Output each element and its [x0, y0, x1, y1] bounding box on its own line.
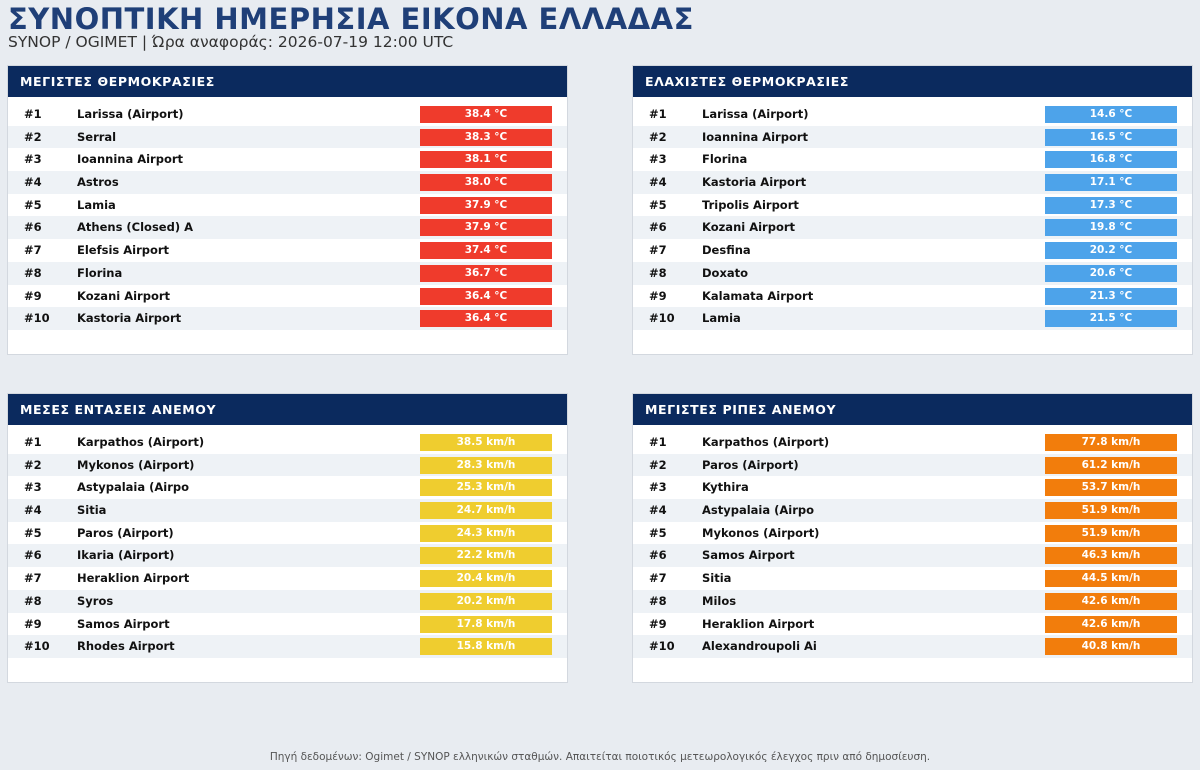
station-name: Doxato: [702, 265, 749, 280]
station-name: Lamia: [702, 311, 741, 326]
station-name: Ioannina Airport: [702, 129, 809, 144]
rank-label: #6: [649, 548, 667, 563]
rank-label: #2: [24, 457, 42, 472]
rank-label: #7: [24, 243, 42, 258]
ranking-row: [8, 567, 567, 590]
value-badge: 17.8 km/h: [420, 616, 552, 633]
station-name: Alexandroupoli Ai: [702, 639, 817, 654]
station-name: Ioannina Airport: [77, 152, 184, 167]
ranking-row: [8, 262, 567, 285]
rank-label: #3: [649, 152, 667, 167]
value-badge: 24.7 km/h: [420, 502, 552, 519]
ranking-row: [633, 148, 1192, 171]
ranking-row: [8, 171, 567, 194]
value-badge: 22.2 km/h: [420, 547, 552, 564]
rank-label: #6: [24, 548, 42, 563]
panel-max-temp: [7, 65, 568, 355]
value-badge: 19.8 °C: [1045, 219, 1177, 236]
station-name: Paros (Airport): [77, 525, 174, 540]
ranking-row: [8, 544, 567, 567]
rank-label: #3: [649, 480, 667, 495]
ranking-row: [633, 216, 1192, 239]
ranking-row: [8, 216, 567, 239]
station-name: Larissa (Airport): [702, 107, 809, 121]
ranking-row: [8, 148, 567, 171]
rank-label: #3: [24, 152, 42, 167]
value-badge: 16.8 °C: [1045, 151, 1177, 168]
value-badge: 51.9 km/h: [1045, 525, 1177, 542]
ranking-row: [8, 126, 567, 149]
panel-min-temp: [632, 65, 1193, 355]
station-name: Astros: [77, 175, 119, 190]
value-badge: 38.3 °C: [420, 129, 552, 146]
ranking-row: [8, 635, 567, 658]
station-name: Florina: [77, 265, 123, 280]
rank-label: #5: [24, 197, 42, 212]
rank-label: #1: [24, 435, 42, 449]
rank-label: #9: [649, 616, 667, 631]
value-badge: 37.4 °C: [420, 242, 552, 259]
ranking-row: [8, 239, 567, 262]
station-name: Milos: [702, 593, 737, 608]
ranking-row: [8, 103, 567, 126]
ranking-row: [8, 476, 567, 499]
station-name: Samos Airport: [702, 548, 795, 563]
value-badge: 25.3 km/h: [420, 479, 552, 496]
rank-label: #2: [649, 457, 667, 472]
rank-label: #6: [24, 220, 42, 235]
station-name: Heraklion Airport: [702, 616, 815, 631]
panel-title: ΕΛΑΧΙΣΤΕΣ ΘΕΡΜΟΚΡΑΣΙΕΣ: [633, 66, 1192, 97]
station-name: Sitia: [77, 503, 107, 518]
ranking-row: [633, 544, 1192, 567]
station-name: Syros: [77, 593, 114, 608]
value-badge: 20.2 °C: [1045, 242, 1177, 259]
value-badge: 20.4 km/h: [420, 570, 552, 587]
ranking-row: [8, 431, 567, 454]
ranking-row: [8, 499, 567, 522]
ranking-row: [633, 590, 1192, 613]
value-badge: 38.1 °C: [420, 151, 552, 168]
ranking-row: [633, 285, 1192, 308]
station-name: Samos Airport: [77, 616, 170, 631]
rank-label: #10: [24, 311, 50, 326]
ranking-row: [633, 262, 1192, 285]
station-name: Paros (Airport): [702, 457, 799, 472]
station-name: Florina: [702, 152, 748, 167]
rank-label: #10: [649, 639, 675, 654]
page-title: ΣΥΝΟΠΤΙΚΗ ΗΜΕΡΗΣΙΑ ΕΙΚΟΝΑ ΕΛΛΑΔΑΣ: [8, 2, 694, 36]
ranking-row: [8, 194, 567, 217]
rank-label: #9: [24, 616, 42, 631]
ranking-row: [8, 522, 567, 545]
ranking-row: [633, 476, 1192, 499]
ranking-row: [8, 307, 567, 330]
panel-max-gust: [632, 393, 1193, 683]
ranking-row: [633, 103, 1192, 126]
value-badge: 15.8 km/h: [420, 638, 552, 655]
station-name: Kythira: [702, 480, 749, 495]
station-name: Kozani Airport: [77, 288, 171, 303]
value-badge: 37.9 °C: [420, 219, 552, 236]
value-badge: 21.5 °C: [1045, 310, 1177, 327]
value-badge: 14.6 °C: [1045, 106, 1177, 123]
rank-label: #4: [24, 175, 42, 190]
ranking-row: [633, 239, 1192, 262]
ranking-row: [8, 590, 567, 613]
rank-label: #10: [649, 311, 675, 326]
value-badge: 61.2 km/h: [1045, 457, 1177, 474]
rank-label: #3: [24, 480, 42, 495]
ranking-list: [633, 103, 1192, 330]
ranking-row: [8, 285, 567, 308]
station-name: Mykonos (Airport): [77, 457, 195, 472]
rank-label: #1: [649, 435, 667, 449]
ranking-row: [633, 126, 1192, 149]
station-name: Kalamata Airport: [702, 288, 814, 303]
station-name: Sitia: [702, 571, 732, 586]
panel-title: ΜΕΓΙΣΤΕΣ ΘΕΡΜΟΚΡΑΣΙΕΣ: [8, 66, 567, 97]
ranking-row: [633, 522, 1192, 545]
rank-label: #5: [24, 525, 42, 540]
ranking-row: [633, 567, 1192, 590]
value-badge: 51.9 km/h: [1045, 502, 1177, 519]
ranking-row: [8, 613, 567, 636]
station-name: Kastoria Airport: [77, 311, 182, 326]
value-badge: 17.3 °C: [1045, 197, 1177, 214]
rank-label: #9: [24, 288, 42, 303]
rank-label: #4: [24, 503, 42, 518]
panel-title: ΜΕΣΕΣ ΕΝΤΑΣΕΙΣ ΑΝΕΜΟΥ: [8, 394, 567, 425]
footer-note: Πηγή δεδομένων: Ogimet / SYNOP ελληνικών σταθμών. Απαιτείται ποιοτικός μετεωρολογικός έλεγχος πριν από δημοσίευση.: [269, 751, 931, 763]
value-badge: 77.8 km/h: [1045, 434, 1177, 451]
ranking-row: [633, 171, 1192, 194]
rank-label: #8: [24, 593, 42, 608]
rank-label: #9: [649, 288, 667, 303]
value-badge: 37.9 °C: [420, 197, 552, 214]
panel-mean-wind: [7, 393, 568, 683]
rank-label: #10: [24, 639, 50, 654]
station-name: Desfina: [702, 243, 751, 258]
value-badge: 20.2 km/h: [420, 593, 552, 610]
station-name: Astypalaia (Airpo: [77, 480, 190, 495]
ranking-row: [633, 194, 1192, 217]
value-badge: 42.6 km/h: [1045, 616, 1177, 633]
ranking-row: [8, 454, 567, 477]
ranking-list: [8, 431, 567, 658]
rank-label: #8: [649, 593, 667, 608]
value-badge: 38.0 °C: [420, 174, 552, 191]
rank-label: #5: [649, 525, 667, 540]
value-badge: 38.4 °C: [420, 106, 552, 123]
value-badge: 28.3 km/h: [420, 457, 552, 474]
value-badge: 42.6 km/h: [1045, 593, 1177, 610]
value-badge: 36.4 °C: [420, 288, 552, 305]
value-badge: 16.5 °C: [1045, 129, 1177, 146]
rank-label: #5: [649, 197, 667, 212]
station-name: Serral: [77, 129, 117, 144]
page-subtitle: SYNOP / OGIMET | Ώρα αναφοράς: 2026-07-19 12:00 UTC: [8, 33, 454, 51]
rank-label: #2: [649, 129, 667, 144]
value-badge: 44.5 km/h: [1045, 570, 1177, 587]
rank-label: #1: [24, 107, 42, 121]
station-name: Rhodes Airport: [77, 639, 175, 654]
rank-label: #6: [649, 220, 667, 235]
value-badge: 17.1 °C: [1045, 174, 1177, 191]
value-badge: 53.7 km/h: [1045, 479, 1177, 496]
ranking-row: [633, 431, 1192, 454]
value-badge: 46.3 km/h: [1045, 547, 1177, 564]
value-badge: 36.4 °C: [420, 310, 552, 327]
ranking-row: [633, 613, 1192, 636]
station-name: Larissa (Airport): [77, 107, 184, 121]
value-badge: 24.3 km/h: [420, 525, 552, 542]
rank-label: #7: [24, 571, 42, 586]
rank-label: #2: [24, 129, 42, 144]
value-badge: 20.6 °C: [1045, 265, 1177, 282]
rank-label: #4: [649, 503, 667, 518]
rank-label: #4: [649, 175, 667, 190]
ranking-list: [633, 431, 1192, 658]
ranking-row: [633, 307, 1192, 330]
station-name: Ikaria (Airport): [77, 548, 175, 563]
rank-label: #7: [649, 571, 667, 586]
rank-label: #8: [649, 265, 667, 280]
station-name: Elefsis Airport: [77, 243, 170, 258]
ranking-row: [633, 635, 1192, 658]
value-badge: 40.8 km/h: [1045, 638, 1177, 655]
rank-label: #1: [649, 107, 667, 121]
station-name: Karpathos (Airport): [702, 435, 830, 449]
station-name: Mykonos (Airport): [702, 525, 820, 540]
ranking-row: [633, 499, 1192, 522]
station-name: Lamia: [77, 197, 116, 212]
station-name: Tripolis Airport: [702, 197, 799, 212]
station-name: Astypalaia (Airpo: [702, 503, 815, 518]
station-name: Athens (Closed) A: [77, 220, 193, 235]
station-name: Karpathos (Airport): [77, 435, 205, 449]
panel-title: ΜΕΓΙΣΤΕΣ ΡΙΠΕΣ ΑΝΕΜΟΥ: [633, 394, 1192, 425]
station-name: Kastoria Airport: [702, 175, 807, 190]
value-badge: 21.3 °C: [1045, 288, 1177, 305]
rank-label: #8: [24, 265, 42, 280]
value-badge: 36.7 °C: [420, 265, 552, 282]
station-name: Heraklion Airport: [77, 571, 190, 586]
value-badge: 38.5 km/h: [420, 434, 552, 451]
ranking-row: [633, 454, 1192, 477]
ranking-list: [8, 103, 567, 330]
rank-label: #7: [649, 243, 667, 258]
station-name: Kozani Airport: [702, 220, 796, 235]
